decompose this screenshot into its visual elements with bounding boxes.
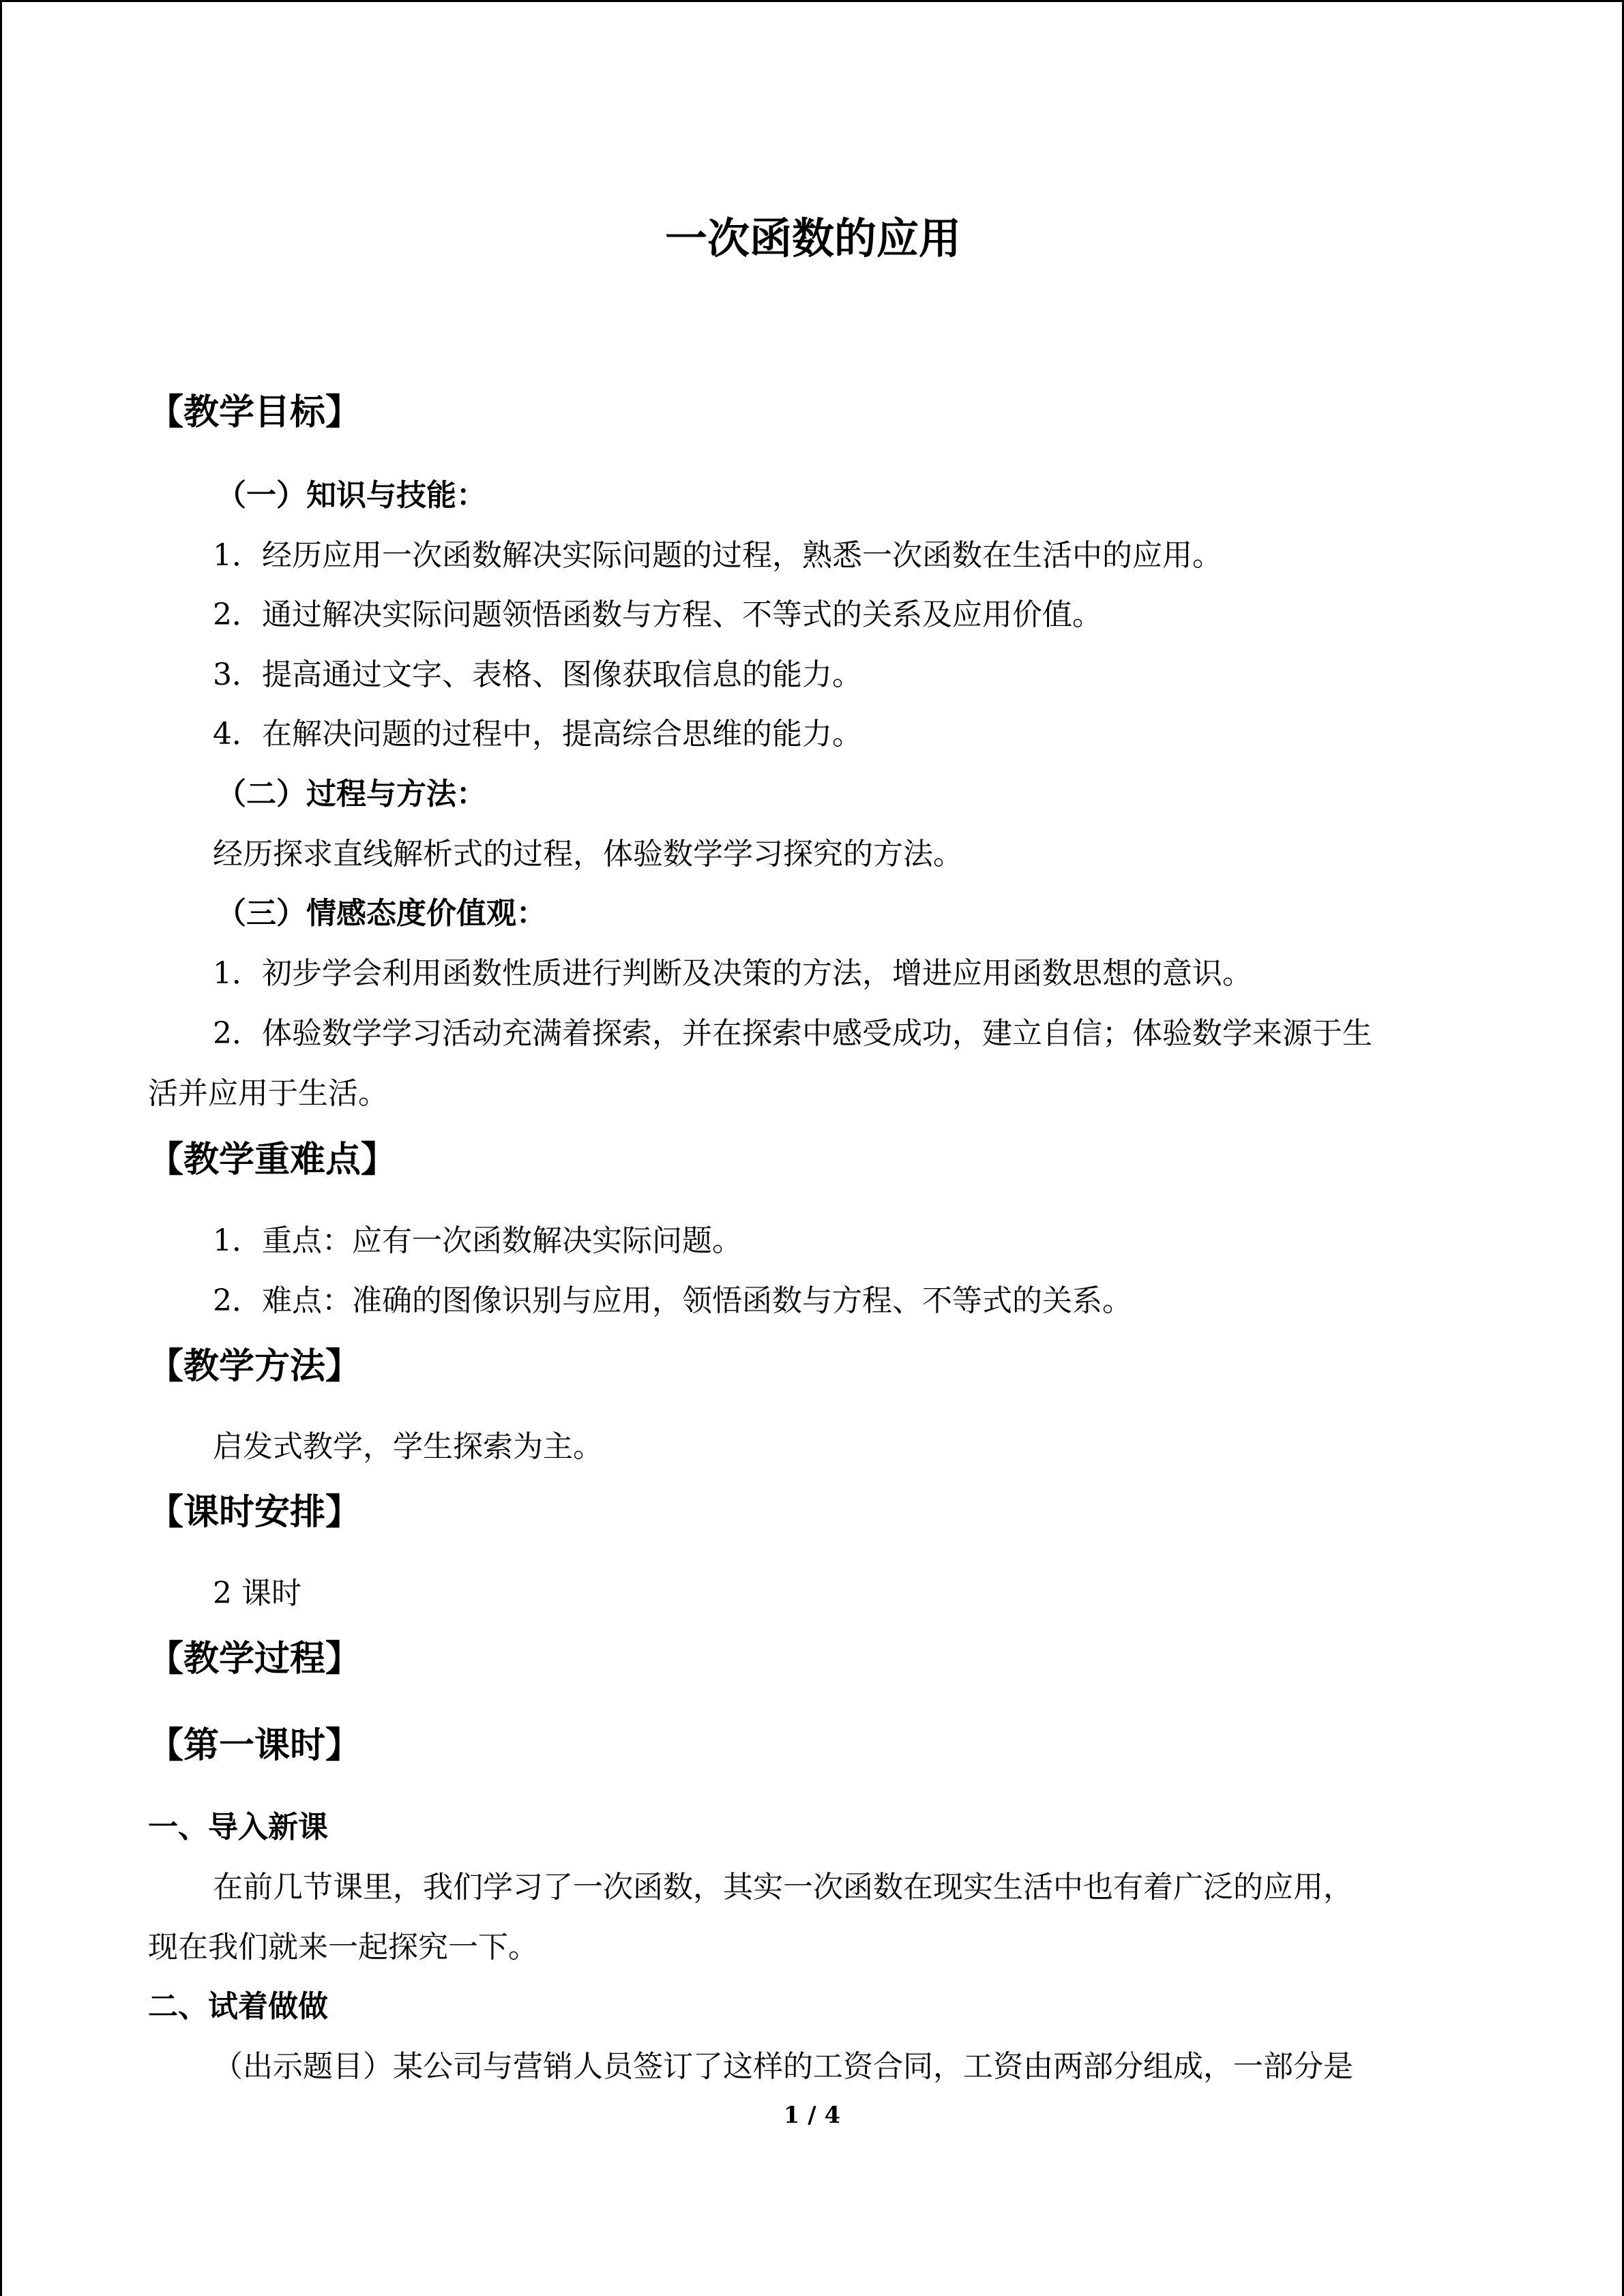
intro-text-line2: 现在我们就来一起探究一下。 — [148, 1930, 538, 1965]
subheading-knowledge-skills: （一）知识与技能： — [216, 478, 486, 513]
section-heading-key-points: 【教学重难点】 — [148, 1139, 397, 1180]
part-heading-intro: 一、导入新课 — [148, 1810, 328, 1845]
method-text: 启发式教学，学生探索为主。 — [213, 1429, 603, 1464]
attitude-item-1: 1．初步学会利用函数性质进行判断及决策的方法，增进应用函数思想的意识。 — [213, 956, 1252, 991]
schedule-text: 2 课时 — [213, 1576, 301, 1611]
attitude-item-2-line1: 2．体验数学学习活动充满着探索，并在探索中感受成功，建立自信；体验数学来源于生 — [213, 1016, 1372, 1051]
goal-item-1: 1．经历应用一次函数解决实际问题的过程，熟悉一次函数在生活中的应用。 — [213, 538, 1222, 573]
process-method-text: 经历探求直线解析式的过程，体验数学学习探究的方法。 — [213, 837, 963, 871]
subheading-attitude-values: （三）情感态度价值观： — [216, 896, 546, 931]
section-heading-schedule: 【课时安排】 — [148, 1492, 361, 1533]
section-heading-goals: 【教学目标】 — [148, 392, 361, 433]
subheading-process-method: （二）过程与方法： — [216, 777, 486, 811]
try-text-line1: （出示题目）某公司与营销人员签订了这样的工资合同，工资由两部分组成，一部分是 — [213, 2049, 1353, 2084]
document-title: 一次函数的应用 — [664, 213, 961, 263]
goal-item-4: 4．在解决问题的过程中，提高综合思维的能力。 — [213, 717, 862, 751]
goal-item-3: 3．提高通过文字、表格、图像获取信息的能力。 — [213, 657, 862, 692]
intro-text-line1: 在前几节课里，我们学习了一次函数，其实一次函数在现实生活中也有着广泛的应用， — [213, 1870, 1353, 1905]
page-number: 1 / 4 — [783, 2102, 841, 2129]
section-heading-process: 【教学过程】 — [148, 1639, 361, 1680]
part-heading-try: 二、试着做做 — [148, 1989, 328, 2024]
goal-item-2: 2．通过解决实际问题领悟函数与方程、不等式的关系及应用价值。 — [213, 597, 1102, 632]
section-heading-lesson-1: 【第一课时】 — [148, 1725, 361, 1766]
key-point-1: 1．重点：应有一次函数解决实际问题。 — [213, 1223, 742, 1258]
key-point-2: 2．难点：准确的图像识别与应用，领悟函数与方程、不等式的关系。 — [213, 1283, 1132, 1318]
section-heading-method: 【教学方法】 — [148, 1346, 361, 1387]
attitude-item-2-line2: 活并应用于生活。 — [148, 1076, 388, 1111]
